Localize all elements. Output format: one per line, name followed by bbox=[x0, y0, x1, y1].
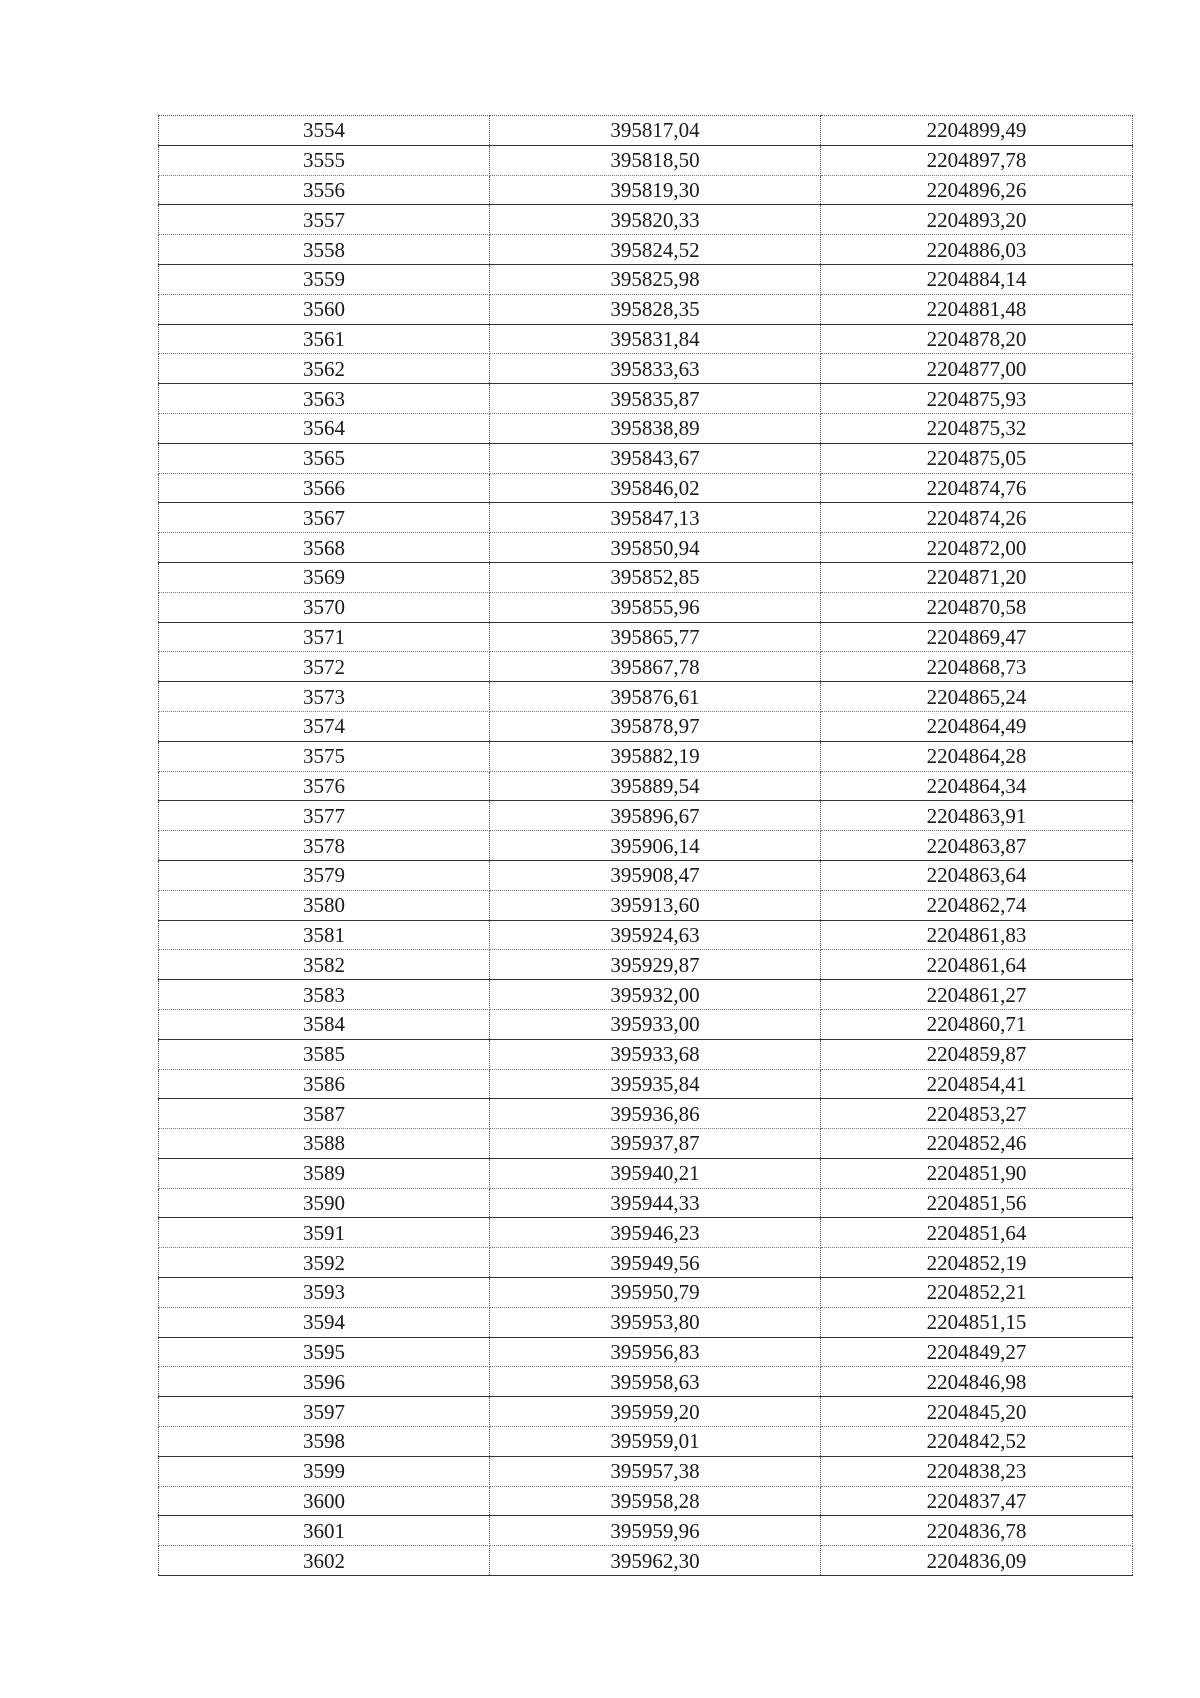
point-number-cell: 3578 bbox=[159, 831, 490, 861]
table-row bbox=[159, 413, 1133, 443]
table-row bbox=[159, 145, 1133, 175]
point-number-cell: 3564 bbox=[159, 413, 490, 443]
point-number-cell: 3571 bbox=[159, 622, 490, 652]
table-row bbox=[159, 443, 1133, 473]
table-row bbox=[159, 801, 1133, 831]
x-coordinate-cell: 395937,87 bbox=[490, 1129, 821, 1159]
y-coordinate-cell: 2204861,64 bbox=[821, 950, 1133, 980]
x-coordinate-cell: 395936,86 bbox=[490, 1099, 821, 1129]
table-row bbox=[159, 1188, 1133, 1218]
table-row bbox=[159, 354, 1133, 384]
point-number-cell: 3574 bbox=[159, 711, 490, 741]
point-number-cell: 3584 bbox=[159, 1009, 490, 1039]
y-coordinate-cell: 2204849,27 bbox=[821, 1337, 1133, 1367]
y-coordinate-cell: 2204852,21 bbox=[821, 1278, 1133, 1308]
x-coordinate-cell: 395940,21 bbox=[490, 1158, 821, 1188]
y-coordinate-cell: 2204846,98 bbox=[821, 1367, 1133, 1397]
coordinates-table bbox=[158, 115, 1133, 1576]
y-coordinate-cell: 2204874,26 bbox=[821, 503, 1133, 533]
point-number-cell: 3587 bbox=[159, 1099, 490, 1129]
y-coordinate-cell: 2204851,90 bbox=[821, 1158, 1133, 1188]
point-number-cell: 3590 bbox=[159, 1188, 490, 1218]
y-coordinate-cell: 2204899,49 bbox=[821, 116, 1133, 146]
table-row bbox=[159, 920, 1133, 950]
point-number-cell: 3557 bbox=[159, 205, 490, 235]
table-row bbox=[159, 1456, 1133, 1486]
table-row bbox=[159, 205, 1133, 235]
table-row bbox=[159, 592, 1133, 622]
x-coordinate-cell: 395932,00 bbox=[490, 980, 821, 1010]
point-number-cell: 3596 bbox=[159, 1367, 490, 1397]
point-number-cell: 3586 bbox=[159, 1069, 490, 1099]
point-number-cell: 3555 bbox=[159, 145, 490, 175]
point-number-cell: 3573 bbox=[159, 682, 490, 712]
point-number-cell: 3594 bbox=[159, 1307, 490, 1337]
y-coordinate-cell: 2204896,26 bbox=[821, 175, 1133, 205]
y-coordinate-cell: 2204863,91 bbox=[821, 801, 1133, 831]
x-coordinate-cell: 395825,98 bbox=[490, 264, 821, 294]
y-coordinate-cell: 2204861,27 bbox=[821, 980, 1133, 1010]
y-coordinate-cell: 2204860,71 bbox=[821, 1009, 1133, 1039]
y-coordinate-cell: 2204875,32 bbox=[821, 413, 1133, 443]
y-coordinate-cell: 2204875,93 bbox=[821, 384, 1133, 414]
y-coordinate-cell: 2204871,20 bbox=[821, 562, 1133, 592]
x-coordinate-cell: 395843,67 bbox=[490, 443, 821, 473]
point-number-cell: 3568 bbox=[159, 533, 490, 563]
table-row bbox=[159, 1278, 1133, 1308]
table-row bbox=[159, 741, 1133, 771]
table-row bbox=[159, 1009, 1133, 1039]
x-coordinate-cell: 395867,78 bbox=[490, 652, 821, 682]
x-coordinate-cell: 395838,89 bbox=[490, 413, 821, 443]
point-number-cell: 3591 bbox=[159, 1218, 490, 1248]
table-row bbox=[159, 1397, 1133, 1427]
table-row bbox=[159, 1039, 1133, 1069]
x-coordinate-cell: 395962,30 bbox=[490, 1546, 821, 1576]
point-number-cell: 3581 bbox=[159, 920, 490, 950]
table-row bbox=[159, 1218, 1133, 1248]
point-number-cell: 3597 bbox=[159, 1397, 490, 1427]
x-coordinate-cell: 395847,13 bbox=[490, 503, 821, 533]
y-coordinate-cell: 2204877,00 bbox=[821, 354, 1133, 384]
x-coordinate-cell: 395850,94 bbox=[490, 533, 821, 563]
table-row bbox=[159, 711, 1133, 741]
x-coordinate-cell: 395820,33 bbox=[490, 205, 821, 235]
x-coordinate-cell: 395876,61 bbox=[490, 682, 821, 712]
point-number-cell: 3569 bbox=[159, 562, 490, 592]
table-row bbox=[159, 1516, 1133, 1546]
x-coordinate-cell: 395913,60 bbox=[490, 890, 821, 920]
point-number-cell: 3598 bbox=[159, 1427, 490, 1457]
point-number-cell: 3560 bbox=[159, 294, 490, 324]
table-row bbox=[159, 235, 1133, 265]
y-coordinate-cell: 2204869,47 bbox=[821, 622, 1133, 652]
point-number-cell: 3579 bbox=[159, 860, 490, 890]
y-coordinate-cell: 2204851,15 bbox=[821, 1307, 1133, 1337]
y-coordinate-cell: 2204893,20 bbox=[821, 205, 1133, 235]
y-coordinate-cell: 2204838,23 bbox=[821, 1456, 1133, 1486]
x-coordinate-cell: 395950,79 bbox=[490, 1278, 821, 1308]
table-row bbox=[159, 652, 1133, 682]
x-coordinate-cell: 395819,30 bbox=[490, 175, 821, 205]
x-coordinate-cell: 395958,28 bbox=[490, 1486, 821, 1516]
x-coordinate-cell: 395882,19 bbox=[490, 741, 821, 771]
y-coordinate-cell: 2204837,47 bbox=[821, 1486, 1133, 1516]
point-number-cell: 3583 bbox=[159, 980, 490, 1010]
table-row bbox=[159, 533, 1133, 563]
table-row bbox=[159, 264, 1133, 294]
y-coordinate-cell: 2204852,46 bbox=[821, 1129, 1133, 1159]
point-number-cell: 3559 bbox=[159, 264, 490, 294]
x-coordinate-cell: 395828,35 bbox=[490, 294, 821, 324]
x-coordinate-cell: 395878,97 bbox=[490, 711, 821, 741]
table-row bbox=[159, 324, 1133, 354]
y-coordinate-cell: 2204854,41 bbox=[821, 1069, 1133, 1099]
y-coordinate-cell: 2204864,34 bbox=[821, 771, 1133, 801]
y-coordinate-cell: 2204872,00 bbox=[821, 533, 1133, 563]
table-row bbox=[159, 562, 1133, 592]
x-coordinate-cell: 395959,96 bbox=[490, 1516, 821, 1546]
table-row bbox=[159, 175, 1133, 205]
x-coordinate-cell: 395933,00 bbox=[490, 1009, 821, 1039]
table-row bbox=[159, 682, 1133, 712]
y-coordinate-cell: 2204863,87 bbox=[821, 831, 1133, 861]
y-coordinate-cell: 2204897,78 bbox=[821, 145, 1133, 175]
x-coordinate-cell: 395852,85 bbox=[490, 562, 821, 592]
x-coordinate-cell: 395933,68 bbox=[490, 1039, 821, 1069]
table-row bbox=[159, 950, 1133, 980]
table-row bbox=[159, 1099, 1133, 1129]
point-number-cell: 3570 bbox=[159, 592, 490, 622]
y-coordinate-cell: 2204878,20 bbox=[821, 324, 1133, 354]
table-row bbox=[159, 1158, 1133, 1188]
point-number-cell: 3554 bbox=[159, 116, 490, 146]
table-row bbox=[159, 1427, 1133, 1457]
point-number-cell: 3576 bbox=[159, 771, 490, 801]
point-number-cell: 3563 bbox=[159, 384, 490, 414]
y-coordinate-cell: 2204864,49 bbox=[821, 711, 1133, 741]
y-coordinate-cell: 2204861,83 bbox=[821, 920, 1133, 950]
table-row bbox=[159, 622, 1133, 652]
table-row bbox=[159, 473, 1133, 503]
x-coordinate-cell: 395959,20 bbox=[490, 1397, 821, 1427]
point-number-cell: 3589 bbox=[159, 1158, 490, 1188]
x-coordinate-cell: 395889,54 bbox=[490, 771, 821, 801]
point-number-cell: 3558 bbox=[159, 235, 490, 265]
point-number-cell: 3601 bbox=[159, 1516, 490, 1546]
point-number-cell: 3561 bbox=[159, 324, 490, 354]
x-coordinate-cell: 395953,80 bbox=[490, 1307, 821, 1337]
x-coordinate-cell: 395958,63 bbox=[490, 1367, 821, 1397]
x-coordinate-cell: 395957,38 bbox=[490, 1456, 821, 1486]
x-coordinate-cell: 395896,67 bbox=[490, 801, 821, 831]
x-coordinate-cell: 395929,87 bbox=[490, 950, 821, 980]
x-coordinate-cell: 395855,96 bbox=[490, 592, 821, 622]
x-coordinate-cell: 395959,01 bbox=[490, 1427, 821, 1457]
point-number-cell: 3588 bbox=[159, 1129, 490, 1159]
table-row bbox=[159, 1307, 1133, 1337]
table-row bbox=[159, 1129, 1133, 1159]
x-coordinate-cell: 395946,23 bbox=[490, 1218, 821, 1248]
y-coordinate-cell: 2204862,74 bbox=[821, 890, 1133, 920]
x-coordinate-cell: 395846,02 bbox=[490, 473, 821, 503]
table-row bbox=[159, 860, 1133, 890]
point-number-cell: 3582 bbox=[159, 950, 490, 980]
x-coordinate-cell: 395956,83 bbox=[490, 1337, 821, 1367]
point-number-cell: 3562 bbox=[159, 354, 490, 384]
table-row bbox=[159, 831, 1133, 861]
point-number-cell: 3556 bbox=[159, 175, 490, 205]
table-row bbox=[159, 1367, 1133, 1397]
y-coordinate-cell: 2204865,24 bbox=[821, 682, 1133, 712]
point-number-cell: 3602 bbox=[159, 1546, 490, 1576]
table-row bbox=[159, 1069, 1133, 1099]
table-row bbox=[159, 980, 1133, 1010]
y-coordinate-cell: 2204853,27 bbox=[821, 1099, 1133, 1129]
y-coordinate-cell: 2204842,52 bbox=[821, 1427, 1133, 1457]
y-coordinate-cell: 2204886,03 bbox=[821, 235, 1133, 265]
point-number-cell: 3599 bbox=[159, 1456, 490, 1486]
x-coordinate-cell: 395831,84 bbox=[490, 324, 821, 354]
y-coordinate-cell: 2204851,56 bbox=[821, 1188, 1133, 1218]
y-coordinate-cell: 2204874,76 bbox=[821, 473, 1133, 503]
point-number-cell: 3592 bbox=[159, 1248, 490, 1278]
y-coordinate-cell: 2204864,28 bbox=[821, 741, 1133, 771]
y-coordinate-cell: 2204851,64 bbox=[821, 1218, 1133, 1248]
x-coordinate-cell: 395818,50 bbox=[490, 145, 821, 175]
y-coordinate-cell: 2204845,20 bbox=[821, 1397, 1133, 1427]
point-number-cell: 3565 bbox=[159, 443, 490, 473]
point-number-cell: 3575 bbox=[159, 741, 490, 771]
x-coordinate-cell: 395833,63 bbox=[490, 354, 821, 384]
table-row bbox=[159, 1546, 1133, 1576]
y-coordinate-cell: 2204836,09 bbox=[821, 1546, 1133, 1576]
y-coordinate-cell: 2204881,48 bbox=[821, 294, 1133, 324]
y-coordinate-cell: 2204870,58 bbox=[821, 592, 1133, 622]
y-coordinate-cell: 2204875,05 bbox=[821, 443, 1133, 473]
y-coordinate-cell: 2204859,87 bbox=[821, 1039, 1133, 1069]
y-coordinate-cell: 2204884,14 bbox=[821, 264, 1133, 294]
table-row bbox=[159, 1337, 1133, 1367]
table-row bbox=[159, 503, 1133, 533]
table-row bbox=[159, 116, 1133, 146]
table-row bbox=[159, 890, 1133, 920]
point-number-cell: 3577 bbox=[159, 801, 490, 831]
x-coordinate-cell: 395865,77 bbox=[490, 622, 821, 652]
point-number-cell: 3595 bbox=[159, 1337, 490, 1367]
table-row bbox=[159, 1248, 1133, 1278]
point-number-cell: 3580 bbox=[159, 890, 490, 920]
point-number-cell: 3567 bbox=[159, 503, 490, 533]
table-row bbox=[159, 294, 1133, 324]
x-coordinate-cell: 395824,52 bbox=[490, 235, 821, 265]
y-coordinate-cell: 2204868,73 bbox=[821, 652, 1133, 682]
y-coordinate-cell: 2204852,19 bbox=[821, 1248, 1133, 1278]
x-coordinate-cell: 395835,87 bbox=[490, 384, 821, 414]
x-coordinate-cell: 395949,56 bbox=[490, 1248, 821, 1278]
point-number-cell: 3566 bbox=[159, 473, 490, 503]
x-coordinate-cell: 395924,63 bbox=[490, 920, 821, 950]
point-number-cell: 3593 bbox=[159, 1278, 490, 1308]
x-coordinate-cell: 395906,14 bbox=[490, 831, 821, 861]
table-row bbox=[159, 384, 1133, 414]
coordinates-table-body bbox=[159, 116, 1133, 1576]
y-coordinate-cell: 2204863,64 bbox=[821, 860, 1133, 890]
x-coordinate-cell: 395817,04 bbox=[490, 116, 821, 146]
x-coordinate-cell: 395935,84 bbox=[490, 1069, 821, 1099]
point-number-cell: 3600 bbox=[159, 1486, 490, 1516]
point-number-cell: 3572 bbox=[159, 652, 490, 682]
y-coordinate-cell: 2204836,78 bbox=[821, 1516, 1133, 1546]
point-number-cell: 3585 bbox=[159, 1039, 490, 1069]
x-coordinate-cell: 395944,33 bbox=[490, 1188, 821, 1218]
table-row bbox=[159, 771, 1133, 801]
x-coordinate-cell: 395908,47 bbox=[490, 860, 821, 890]
table-row bbox=[159, 1486, 1133, 1516]
